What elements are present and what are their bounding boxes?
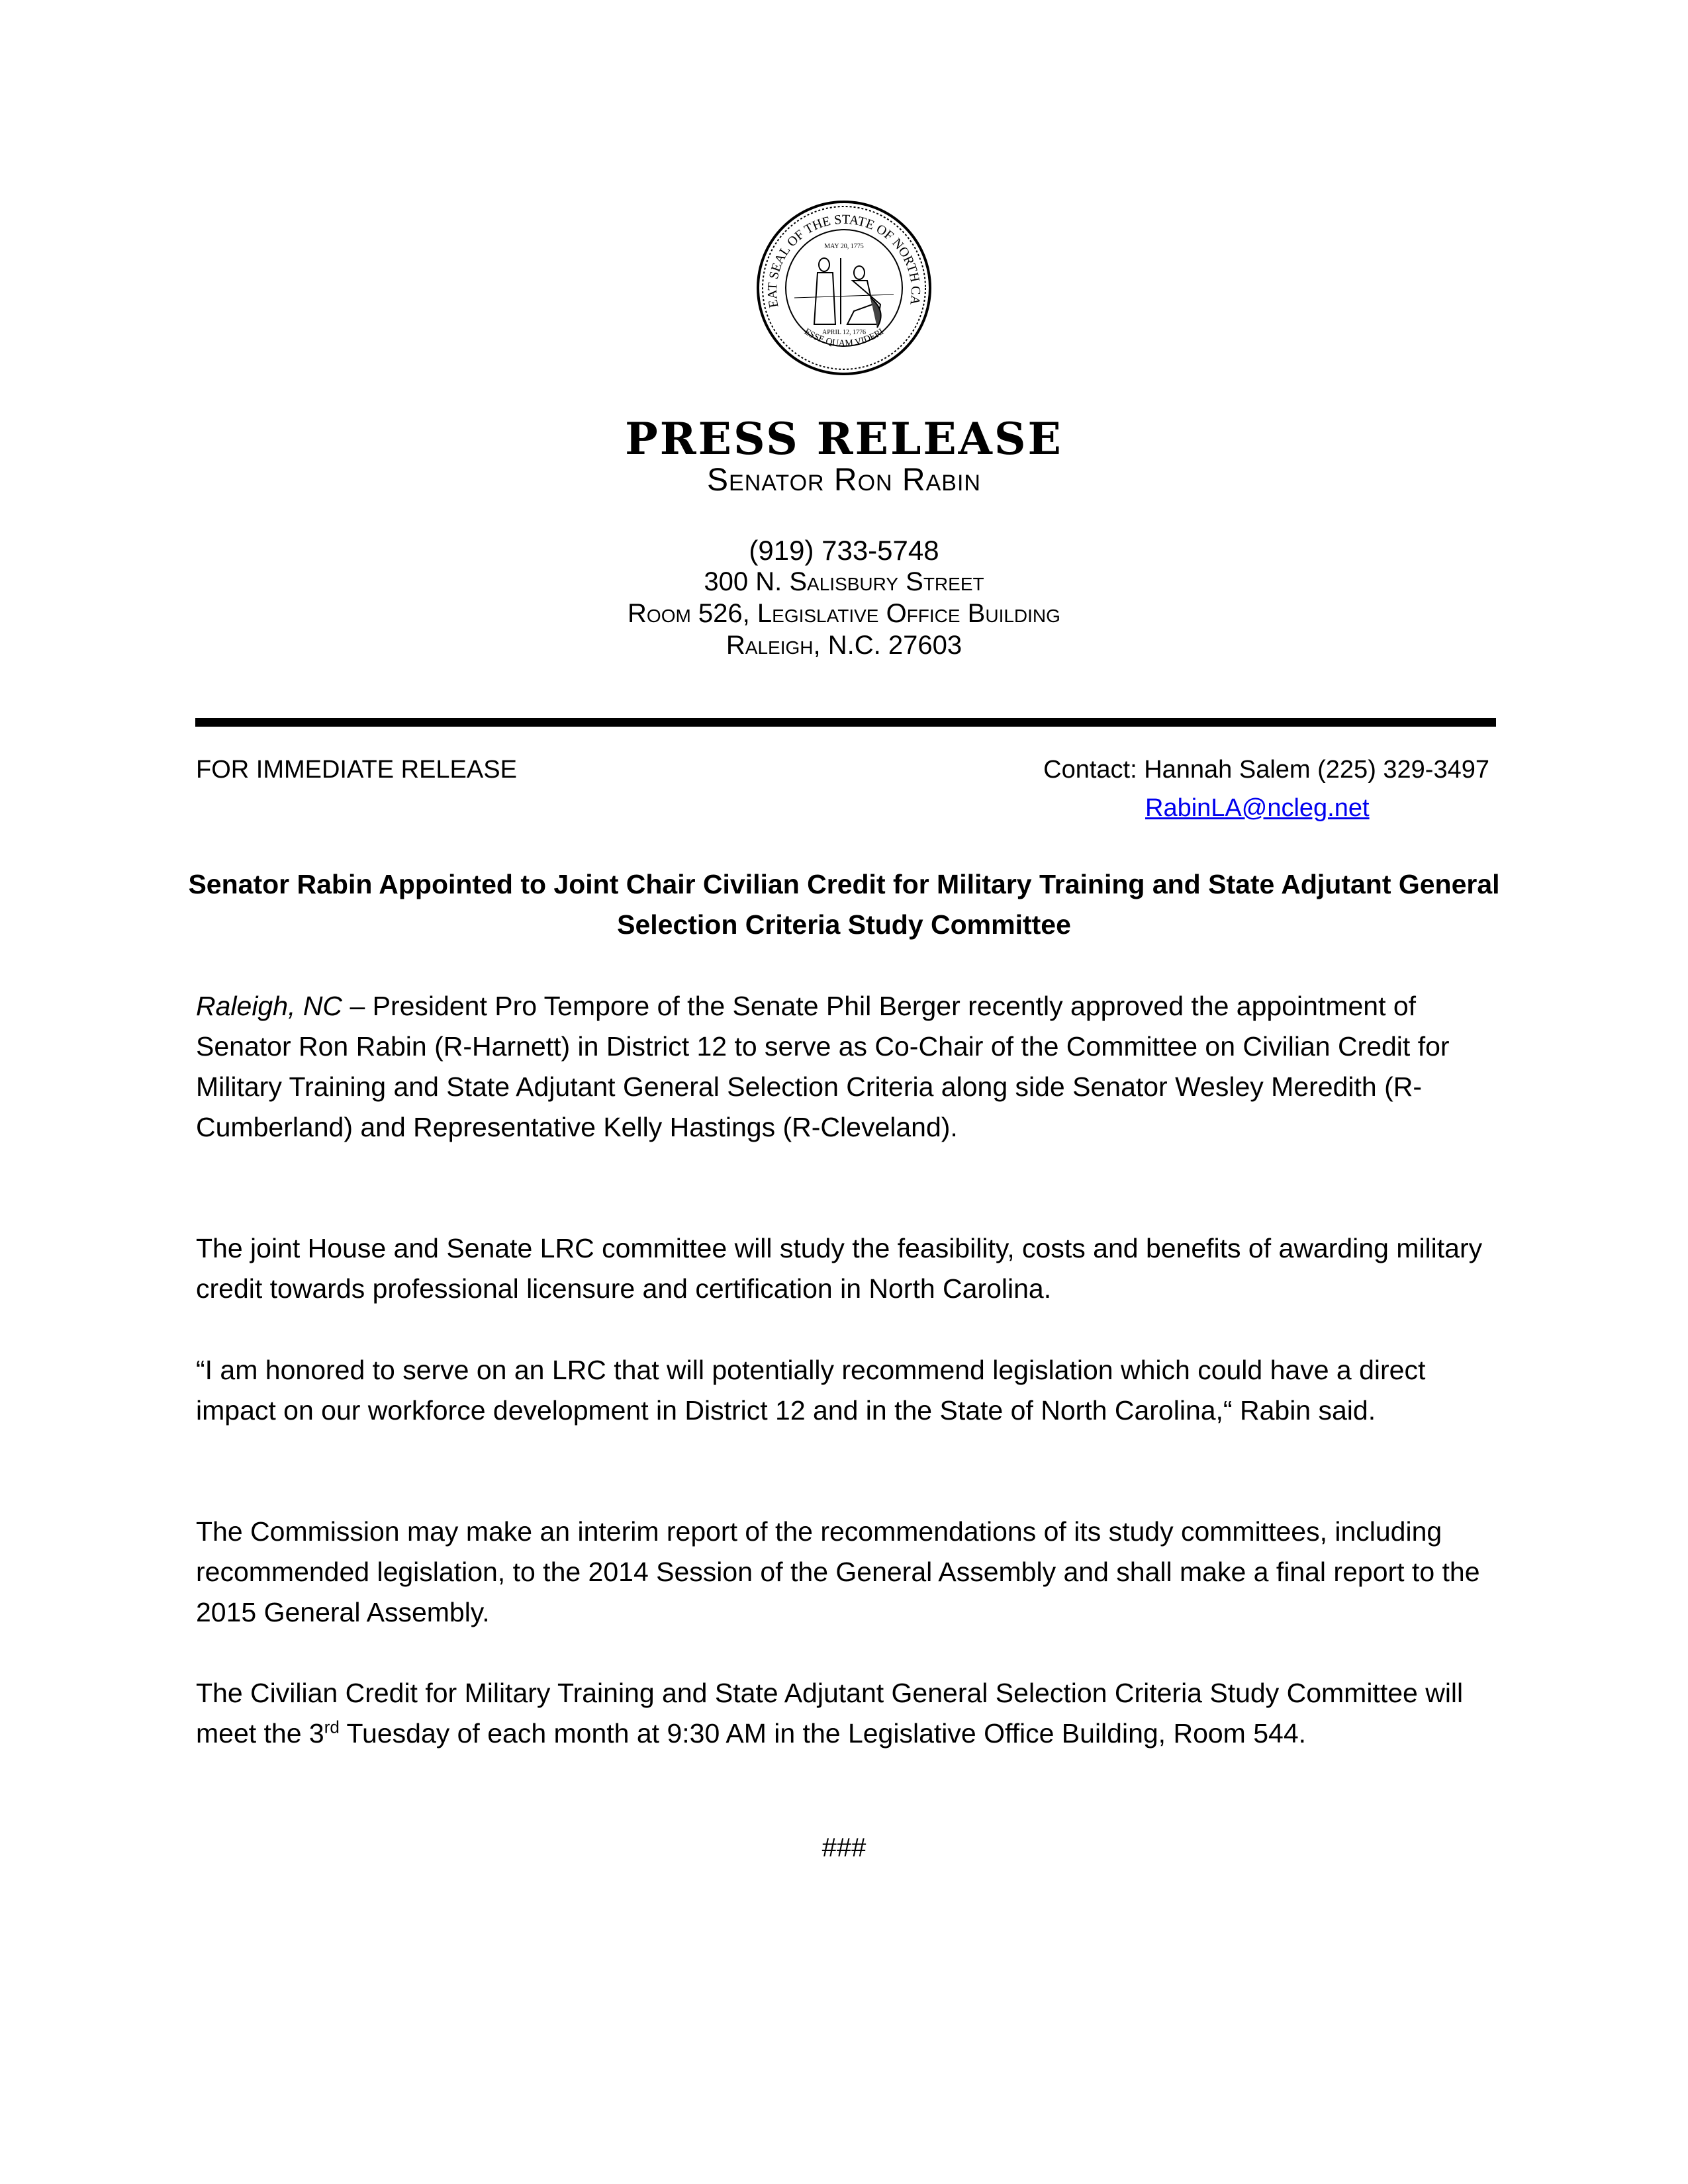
dateline: Raleigh, NC xyxy=(196,991,343,1021)
release-label: FOR IMMEDIATE RELEASE xyxy=(196,756,517,784)
office-phone: (919) 733-5748 xyxy=(749,535,939,566)
paragraph-text: – President Pro Tempore of the Senate Phil Berger recently approved the appointment of Senator Ron Rabin (R-Harnett) in District 12 to serve as Co-Chair of the Committee on Civilian Credit for Military Training and State Adjutant General Selection Criteria along side Senator Wesley Meredith (R-Cumberland) and Representative Kelly Hastings (R-Cleveland). xyxy=(196,991,1450,1142)
seal-motto: ESSE QUAM VIDERI xyxy=(802,326,886,349)
contact-email-link[interactable]: RabinLA@ncleg.net xyxy=(1145,794,1370,822)
press-release-title: PRESS RELEASE xyxy=(625,413,1063,465)
paragraph-appointment xyxy=(196,986,1493,1148)
paragraph-study: The joint House and Senate LRC committee will study the feasibility, costs and benefits of awarding military credit towards professional licensure and certification in North Carolina. xyxy=(196,1233,1483,1304)
address-street: 300 N. Salisbury Street xyxy=(704,567,984,596)
headline: Senator Rabin Appointed to Joint Chair Civilian Credit for Military Training and State Adjutant General Selection Criteria Study Committee xyxy=(188,869,1500,940)
address-city: Raleigh, N.C. 27603 xyxy=(726,631,962,660)
contact-info: Contact: Hannah Salem (225) 329-3497 xyxy=(1043,756,1489,784)
senator-name: Senator Ron Rabin xyxy=(707,463,981,498)
seal-outer-text: EAT SEAL OF THE STATE OF NORTH CA xyxy=(765,212,923,309)
header-divider xyxy=(195,718,1496,727)
end-mark: ### xyxy=(821,1833,867,1862)
seal-top-date: MAY 20, 1775 xyxy=(824,243,864,250)
paragraph-quote: “I am honored to serve on an LRC that will potentially recommend legislation which could have a direct impact on our workforce development in District 12 and in the State of North Carolina,“ Rabin said. xyxy=(196,1355,1426,1426)
paragraph-meeting xyxy=(196,1673,1493,1754)
ordinal-suffix: rd xyxy=(324,1717,340,1737)
paragraph-text: Tuesday of each month at 9:30 AM in the Legislative Office Building, Room 544. xyxy=(339,1718,1307,1749)
paragraph-text: The Civilian Credit for Military Training and State Adjutant General Selection Criteria Study Committee will meet the 3 xyxy=(196,1678,1464,1749)
paragraph-commission: The Commission may make an interim report of the recommendations of its study committees, including recommended legislation, to the 2014 Session of the General Assembly and shall make a final report to the 2015 General Assembly. xyxy=(196,1516,1480,1627)
address-room: Room 526, Legislative Office Building xyxy=(628,599,1060,628)
state-seal-icon xyxy=(755,199,933,377)
seal-bottom-date: APRIL 12, 1776 xyxy=(821,329,867,336)
svg-text:THE GREAT SEAL OF THE STATE OF xyxy=(755,199,923,309)
